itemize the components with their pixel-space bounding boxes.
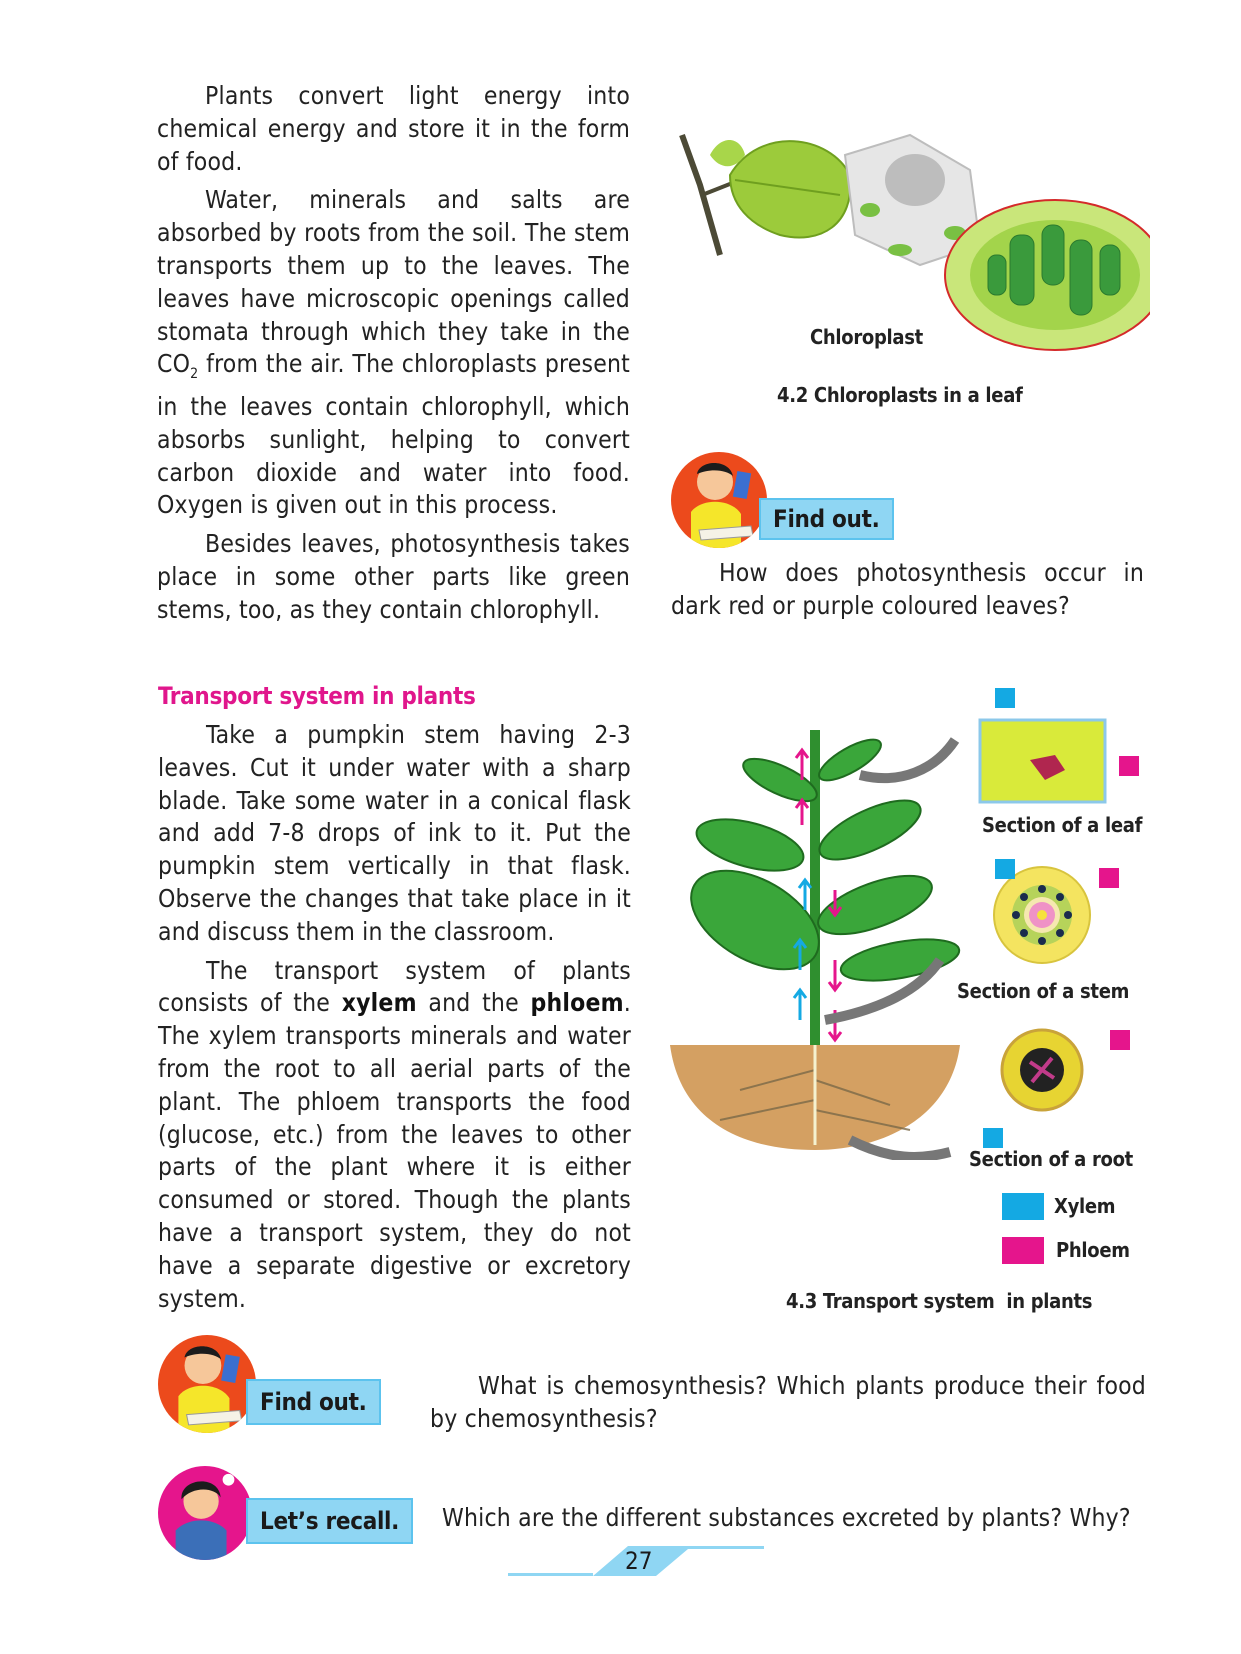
find-out-box-1 (671, 452, 911, 548)
lets-recall-question-text: Which are the different substances excreted by plants? Why? (442, 1503, 1131, 1532)
phloem-marker-stem (1099, 868, 1119, 888)
term-xylem: xylem (341, 988, 417, 1018)
page-footer (508, 1544, 764, 1580)
xylem-marker-stem (995, 859, 1015, 879)
legend-swatch-xylem (1002, 1193, 1044, 1220)
find-out-question-1 (671, 557, 1144, 629)
legend-label-xylem: Xylem (1054, 1194, 1116, 1218)
xylem-marker-root (983, 1128, 1003, 1148)
lets-recall-question (442, 1502, 1146, 1541)
term-phloem: phloem (530, 988, 624, 1018)
section-of-leaf-label: Section of a leaf (982, 813, 1143, 837)
plant-transport-illustration (650, 690, 1110, 1160)
paragraph-besides-leaves: Besides leaves, photosynthesis takes place in some other parts like green stems, too, as they contain chlorophyll. (157, 529, 630, 624)
paragraph-water-minerals: Water, minerals and salts are absorbed by roots from the soil. The stem transports them up to the leaves. The leaves have microscopic openings called stomata through which they take in the $CO_2$ from the air. The chloroplasts present in the leaves contain chlorophyll, which absorbs sunlight, helping to convert carbon dioxide and water into food. Oxygen is given out in this process. (157, 185, 630, 520)
find-out-box-2 (158, 1335, 398, 1433)
lets-recall-tag: Let’s recall. (246, 1498, 413, 1544)
paragraph-light-energy: Plants convert light energy into chemical energy and store it in the form of food. (157, 81, 630, 176)
boy-reading-avatar (671, 452, 767, 548)
section-of-root-label: Section of a root (969, 1147, 1133, 1171)
legend (1002, 1188, 1130, 1268)
phloem-marker-leaf (1119, 756, 1139, 776)
chloroplast-label: Chloroplast (810, 325, 923, 349)
paragraph-xylem-phloem: The transport system of plants consists of the xylem and the phloem. The xylem transports minerals and water from the root to all aerial parts of the plant. The phloem transports the food (glucose, etc.) from the leaves to other parts of the plant where it is either consumed or stored. Though the plants have a transport system, they do not have a separate digestive or excretory system. (158, 955, 631, 1313)
xylem-marker-leaf (995, 688, 1015, 708)
legend-item-phloem (1002, 1232, 1130, 1268)
find-out-question-2 (430, 1370, 1146, 1442)
figure-4-2-caption: 4.2 Chloroplasts in a leaf (777, 383, 1023, 407)
girl-thinking-avatar (158, 1466, 252, 1560)
lets-recall-box (158, 1466, 418, 1562)
paragraph-pumpkin-activity: Take a pumpkin stem having 2-3 leaves. Cut it under water with a sharp blade. Take some water in a conical flask and add 7-8 drops of ink to it. Put the pumpkin stem vertically in that flask. Observe the changes that take place in it and discuss them in the classroom. (158, 720, 631, 946)
figure-transport-system (650, 690, 1110, 1160)
legend-swatch-phloem (1002, 1237, 1044, 1264)
find-out-question-text-1: How does photosynthesis occur in dark red or purple coloured leaves? (671, 558, 1144, 620)
intro-text-block (157, 80, 630, 633)
find-out-tag-1: Find out. (759, 498, 894, 540)
boy-reading-avatar-2 (158, 1335, 256, 1433)
find-out-question-text-2: What is chemosynthesis? Which plants produce their food by chemosynthesis? (430, 1371, 1146, 1433)
find-out-tag-2: Find out. (246, 1379, 381, 1425)
section-heading-transport: Transport system in plants (158, 682, 476, 710)
phloem-marker-root (1110, 1030, 1130, 1050)
transport-text-block (158, 719, 631, 1321)
figure-4-3-caption: 4.3 Transport system in plants (786, 1289, 1093, 1313)
legend-label-phloem: Phloem (1056, 1238, 1130, 1262)
legend-item-xylem (1002, 1188, 1130, 1224)
section-of-stem-label: Section of a stem (957, 979, 1130, 1003)
page-number: 27 (625, 1547, 653, 1575)
